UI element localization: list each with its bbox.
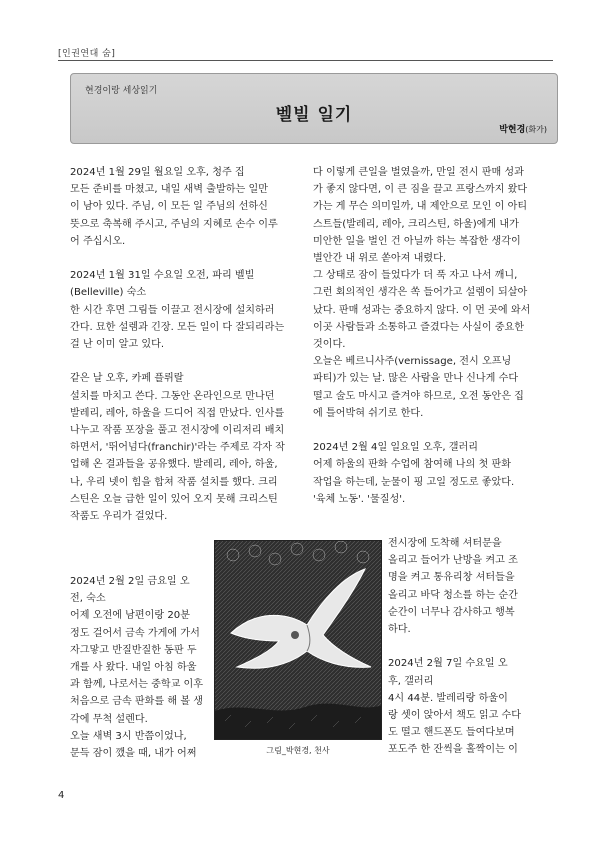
text-line: 각에 무척 설렌다. xyxy=(70,713,148,725)
text-line: 나, 우리 넷이 힘을 합쳐 작품 설치를 했다. 크리 xyxy=(70,476,278,488)
text-line: 정도 걸어서 금속 가게에 가서 xyxy=(70,627,200,639)
text-line: 작업을 하는데, 눈물이 핑 고일 정도로 좋았다. xyxy=(313,476,515,488)
text-line: 다 이렇게 큰일을 벌였을까, 만일 전시 판매 성과 xyxy=(313,167,524,178)
text-line: 어제 오전에 남편이랑 20분 xyxy=(70,610,190,622)
column-name: 현경이랑 세상읽기 xyxy=(85,86,158,96)
text-line: 개를 사 왔다. 내일 아침 하울 xyxy=(70,662,197,674)
text-line: 전, 숙소 xyxy=(70,593,106,605)
text-line: 2024년 2월 4일 일요일 오후, 갤러리 xyxy=(313,442,479,454)
text-line: '육체 노동'. '물질성'. xyxy=(313,493,406,505)
text-line: 2024년 1월 29일 월요일 오후, 청주 집 xyxy=(70,167,245,178)
header-rule xyxy=(58,60,553,61)
text-line: 업해 온 결과들을 공유했다. 발레리, 레아, 하울, xyxy=(70,459,278,471)
author-role: (화가) xyxy=(525,125,547,134)
text-line: 파티)가 있는 날. 많은 사람을 만나 신나게 수다 xyxy=(313,373,519,385)
figure-caption: 그림_박현경, 천사 xyxy=(266,746,330,755)
text-line: 전시장에 도착해 셔터문을 xyxy=(388,538,502,549)
text-line: 미안한 일을 벌인 건 아닐까 하는 복잡한 생각이 xyxy=(313,235,521,247)
text-line: 문득 잠이 깼을 때, 내가 어쩌 xyxy=(70,748,197,760)
text-line: 가 좋지 않다면, 이 큰 짐을 끌고 프랑스까지 왔다 xyxy=(313,184,528,196)
text-line: 자그맣고 반질반질한 동판 두 xyxy=(70,644,197,656)
text-line: 어제 하울의 판화 수업에 참여해 나의 첫 판화 xyxy=(313,459,511,471)
text-line: 하다. xyxy=(388,624,411,636)
text-line: 작품도 우리가 걸었다. xyxy=(70,511,168,523)
text-line: 랑 셋이 앉아서 책도 읽고 수다 xyxy=(388,710,522,722)
text-line: 처음으로 금속 판화를 해 볼 생 xyxy=(70,696,204,708)
text-line: 걸 난 이미 알고 있다. xyxy=(70,339,165,351)
text-line: 오늘은 베르니사주(vernissage, 전시 오프닝 xyxy=(313,356,512,368)
text-line: 가는 게 무슨 의미일까, 내 제안으로 모인 이 아티 xyxy=(313,201,528,213)
angel-artwork-image xyxy=(214,540,382,740)
text-line: 간다. 묘한 설렘과 긴장. 모든 일이 다 잘되리라는 xyxy=(70,321,285,333)
right-column-bottom-text xyxy=(388,535,558,759)
text-line: 에 틀어박혀 쉬기로 한다. xyxy=(313,407,424,419)
text-line: (Belleville) 숙소 xyxy=(70,287,147,299)
paragraph-gap xyxy=(70,250,299,267)
text-line: 같은 날 오후, 카페 플뤼랄 xyxy=(70,373,184,385)
text-line: 올리고 바닥 청소를 하는 순간 xyxy=(388,589,518,601)
paragraph-gap xyxy=(70,353,299,370)
left-column-bottom-text xyxy=(70,573,208,762)
text-line: 순간이 너무나 감사하고 행복 xyxy=(388,606,515,618)
text-line: 2024년 2월 7일 수요일 오 xyxy=(388,658,508,670)
text-line: 모든 준비를 마쳤고, 내일 새벽 출발하는 일만 xyxy=(70,184,268,196)
author-name: 박현경 xyxy=(499,125,526,135)
text-line: 설치를 마치고 쓴다. 그동안 온라인으로 만나던 xyxy=(70,390,275,402)
text-line: 4시 44분. 발레리랑 하울이 xyxy=(388,692,508,704)
page-number: 4 xyxy=(58,790,65,801)
text-line: 어 주십시오. xyxy=(70,235,126,247)
text-line: 한 시간 후면 그림들 이끌고 전시장에 설치하러 xyxy=(70,304,275,316)
paragraph-gap xyxy=(313,422,558,439)
text-line: 나누고 작품 포장을 풀고 전시장에 이리저리 배치 xyxy=(70,425,285,437)
text-line: 도 떨고 핸드폰도 들여다보며 xyxy=(388,727,515,739)
text-line: 올리고 들어가 난방을 켜고 조 xyxy=(388,555,518,567)
text-line: 오늘 새벽 3시 반쯤이었나, xyxy=(70,730,187,742)
text-line: 스트들(발레리, 레아, 크리스틴, 하울)에게 내가 xyxy=(313,218,519,230)
text-line: 하면서, '뛰어넘다(franchir)'라는 주제로 각자 작 xyxy=(70,442,285,454)
text-line: 났다. 판매 성과는 중요하지 않다. 이 먼 곳에 와서 xyxy=(313,304,531,316)
text-line: 별안간 내 위로 쏟아져 내렸다. xyxy=(313,253,447,265)
left-column-text xyxy=(70,164,299,525)
text-line: 2024년 2월 2일 금요일 오 xyxy=(70,576,190,587)
angel-artwork-illustration xyxy=(215,541,382,740)
right-column-text xyxy=(313,164,558,508)
text-line: 떨고 술도 마시고 즐겨야 하므로, 오전 동안은 집 xyxy=(313,390,524,402)
text-line: 그런 회의적인 생각은 쏙 들어가고 설렘이 되살아 xyxy=(313,287,528,299)
paragraph-gap xyxy=(388,638,558,655)
text-line: 명을 켜고 통유리창 셔터들을 xyxy=(388,572,515,584)
byline xyxy=(499,122,547,135)
title-box xyxy=(70,73,558,144)
text-line: 이곳 사람들과 소통하고 즐겼다는 사실이 중요한 xyxy=(313,321,525,333)
text-line: 포도주 한 잔씩을 홀짝이는 이 xyxy=(388,744,518,756)
text-line: 과 함께, 나로서는 중학교 이후 xyxy=(70,679,204,691)
running-head: [인권연대 숨] xyxy=(58,49,116,59)
text-line: 그 상태로 잠이 들었다가 더 푹 자고 나서 깨니, xyxy=(313,270,518,282)
text-line: 2024년 1월 31일 수요일 오전, 파리 벨빌 xyxy=(70,270,255,282)
text-line: 후, 갤러리 xyxy=(388,675,434,687)
text-line: 것이다. xyxy=(313,339,346,351)
text-line: 스틴은 오늘 급한 일이 있어 오지 못해 크리스틴 xyxy=(70,493,278,505)
article-title: 벨빌 일기 xyxy=(275,105,353,125)
text-line: 뜻으로 축복해 주시고, 주님의 지혜로 손수 이루 xyxy=(70,218,278,230)
text-line: 이 남아 있다. 주님, 이 모든 일 주님의 선하신 xyxy=(70,201,268,213)
text-line: 발레리, 레아, 하울을 드디어 직접 만났다. 인사를 xyxy=(70,407,285,419)
